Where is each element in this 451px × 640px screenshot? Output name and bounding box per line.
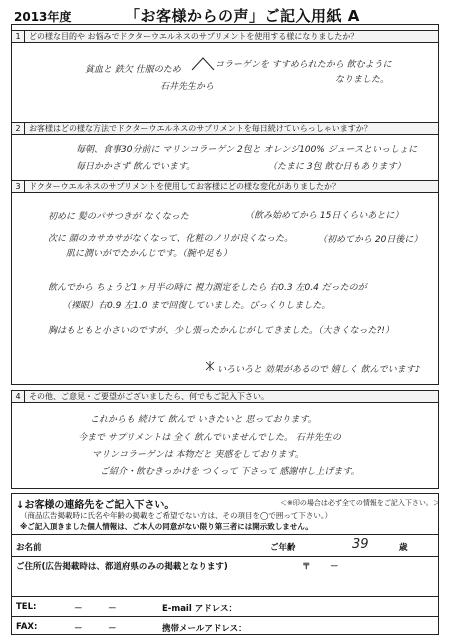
address-row	[12, 556, 438, 596]
answer-2-line-2: 毎日かかさず 飲んでいます。	[76, 162, 196, 172]
contact-note: ＜※印の場合は必ず全ての情報をご記入下さい。＞	[280, 499, 440, 507]
tel-dashes: － －	[74, 604, 117, 614]
answer-1-line-1b: コラーゲンを すすめられたから 飲むように	[215, 60, 392, 70]
question-2-number: 2	[12, 123, 25, 134]
answer-3-line-3: 肌に潤いがでたかんじです。（腕や足も）	[66, 249, 232, 259]
question-3-bar	[11, 180, 439, 193]
question-3-text: ドクターウエルネスのサプリメントを使用してお客様にどの様な変化がありましたか？	[29, 182, 340, 191]
contact-section	[11, 493, 439, 635]
age-value[interactable]: 39	[352, 537, 369, 552]
name-row	[12, 534, 438, 556]
answer-3-line-2b: （初めてから 20日後に）	[318, 235, 423, 245]
contact-info-1: （商品広告掲載時に氏名や年齢の掲載をご希望でない方は、その項目を◯で囲って下さい。）	[20, 511, 333, 520]
age-unit: 歳	[399, 543, 408, 553]
postal-mark: 〒	[302, 562, 311, 572]
question-1-number: 1	[12, 31, 25, 42]
fax-row	[12, 616, 438, 636]
name-label: お名前	[16, 543, 42, 553]
email-label: E-mail アドレス：	[162, 604, 237, 614]
answer-3-line-7: いろいろと 効果があるので 嬉しく 飲んでいます♪	[217, 365, 421, 375]
answer-4-line-4: ご紹介・飲むきっかけを つくって 下さって 感謝申し上げます。	[100, 467, 360, 477]
question-2-bar	[11, 122, 439, 135]
question-3-number: 3	[12, 181, 25, 192]
fax-dashes: － －	[74, 624, 117, 634]
answer-4-line-3: マリンコラーゲンは 本物だと 実感をしております。	[92, 450, 304, 460]
question-4-number: 4	[12, 391, 25, 402]
caret-arrow-icon	[190, 56, 216, 72]
answer-3-line-6: 胸はもともと小さいのですが、少し張ったかんじがしてきました。（大きくなった?!）	[48, 326, 394, 336]
answer-1-arrow-note: 石井先生から	[160, 82, 215, 92]
answer-3-line-2: 次に 顔のカサカサがなくなって、化粧のノリが良くなった。	[48, 234, 294, 244]
question-4-bar	[11, 390, 439, 403]
form-year: 2013年度	[14, 10, 72, 24]
answer-4-line-1: これからも 続けて 飲んで いきたいと 思っております。	[90, 415, 317, 425]
postal-dash: －	[330, 562, 339, 572]
answer-3-line-4: 飲んでから ちょうど1ヶ月半の時に 視力測定をしたら 右0.3 左0.4 だったのが	[48, 283, 367, 293]
mobile-email-label: 携帯メールアドレス：	[162, 624, 247, 634]
answer-3-line-5: （裸眼）右0.9 左1.0 まで回復していました。びっくりしました。	[62, 301, 331, 311]
answer-3-line-1: 初めに 髪のパサつきが なくなった	[48, 212, 189, 222]
question-4-text: その他、ご意見・ご要望がございましたら、何でもご記入下さい。	[29, 392, 269, 401]
form-title: 「お客様からの声」ご記入用紙 A	[125, 7, 360, 25]
answer-2-line-1: 毎朝、食事30分前に マリンコラーゲン 2包と オレンジ100% ジュースといっしょに	[76, 145, 418, 155]
contact-info-2: ※ご記入頂きました個人情報は、ご本人の同意がない限り第三者には開示致しません。	[20, 522, 313, 531]
answer-1-line-1: 貧血と 鉄欠 仕服のため	[85, 65, 181, 75]
fax-label: FAX:	[16, 622, 38, 632]
question-1-bar	[11, 30, 439, 43]
tel-row	[12, 596, 438, 616]
contact-title: ↓お客様の連絡先をご記入下さい。	[16, 500, 175, 511]
answer-3-line-1b: （飲み始めてから 15日くらいあとに）	[245, 211, 404, 221]
star-doodle-icon	[205, 361, 215, 371]
question-2-text: お客様はどの様な方法でドクターウエルネスのサプリメントを毎日続けていらっしゃいますか？	[29, 124, 372, 133]
question-1-text: どの様な目的や お悩みでドクターウエルネスのサプリメントを使用する様になりましたか？	[29, 32, 359, 41]
tel-label: TEL:	[16, 602, 37, 612]
answer-1-line-2: なりました。	[335, 75, 390, 85]
address-label: ご住所(広告掲載時は、都道府県のみの掲載となります)	[16, 562, 228, 572]
answer-4-line-2: 今まで サプリメントは 全く 飲んでいませんでした。 石井先生の	[78, 433, 341, 443]
age-label: ご年齢	[270, 543, 296, 553]
answer-2-line-2b: （たまに 3包 飲む日もあります）	[268, 162, 406, 172]
